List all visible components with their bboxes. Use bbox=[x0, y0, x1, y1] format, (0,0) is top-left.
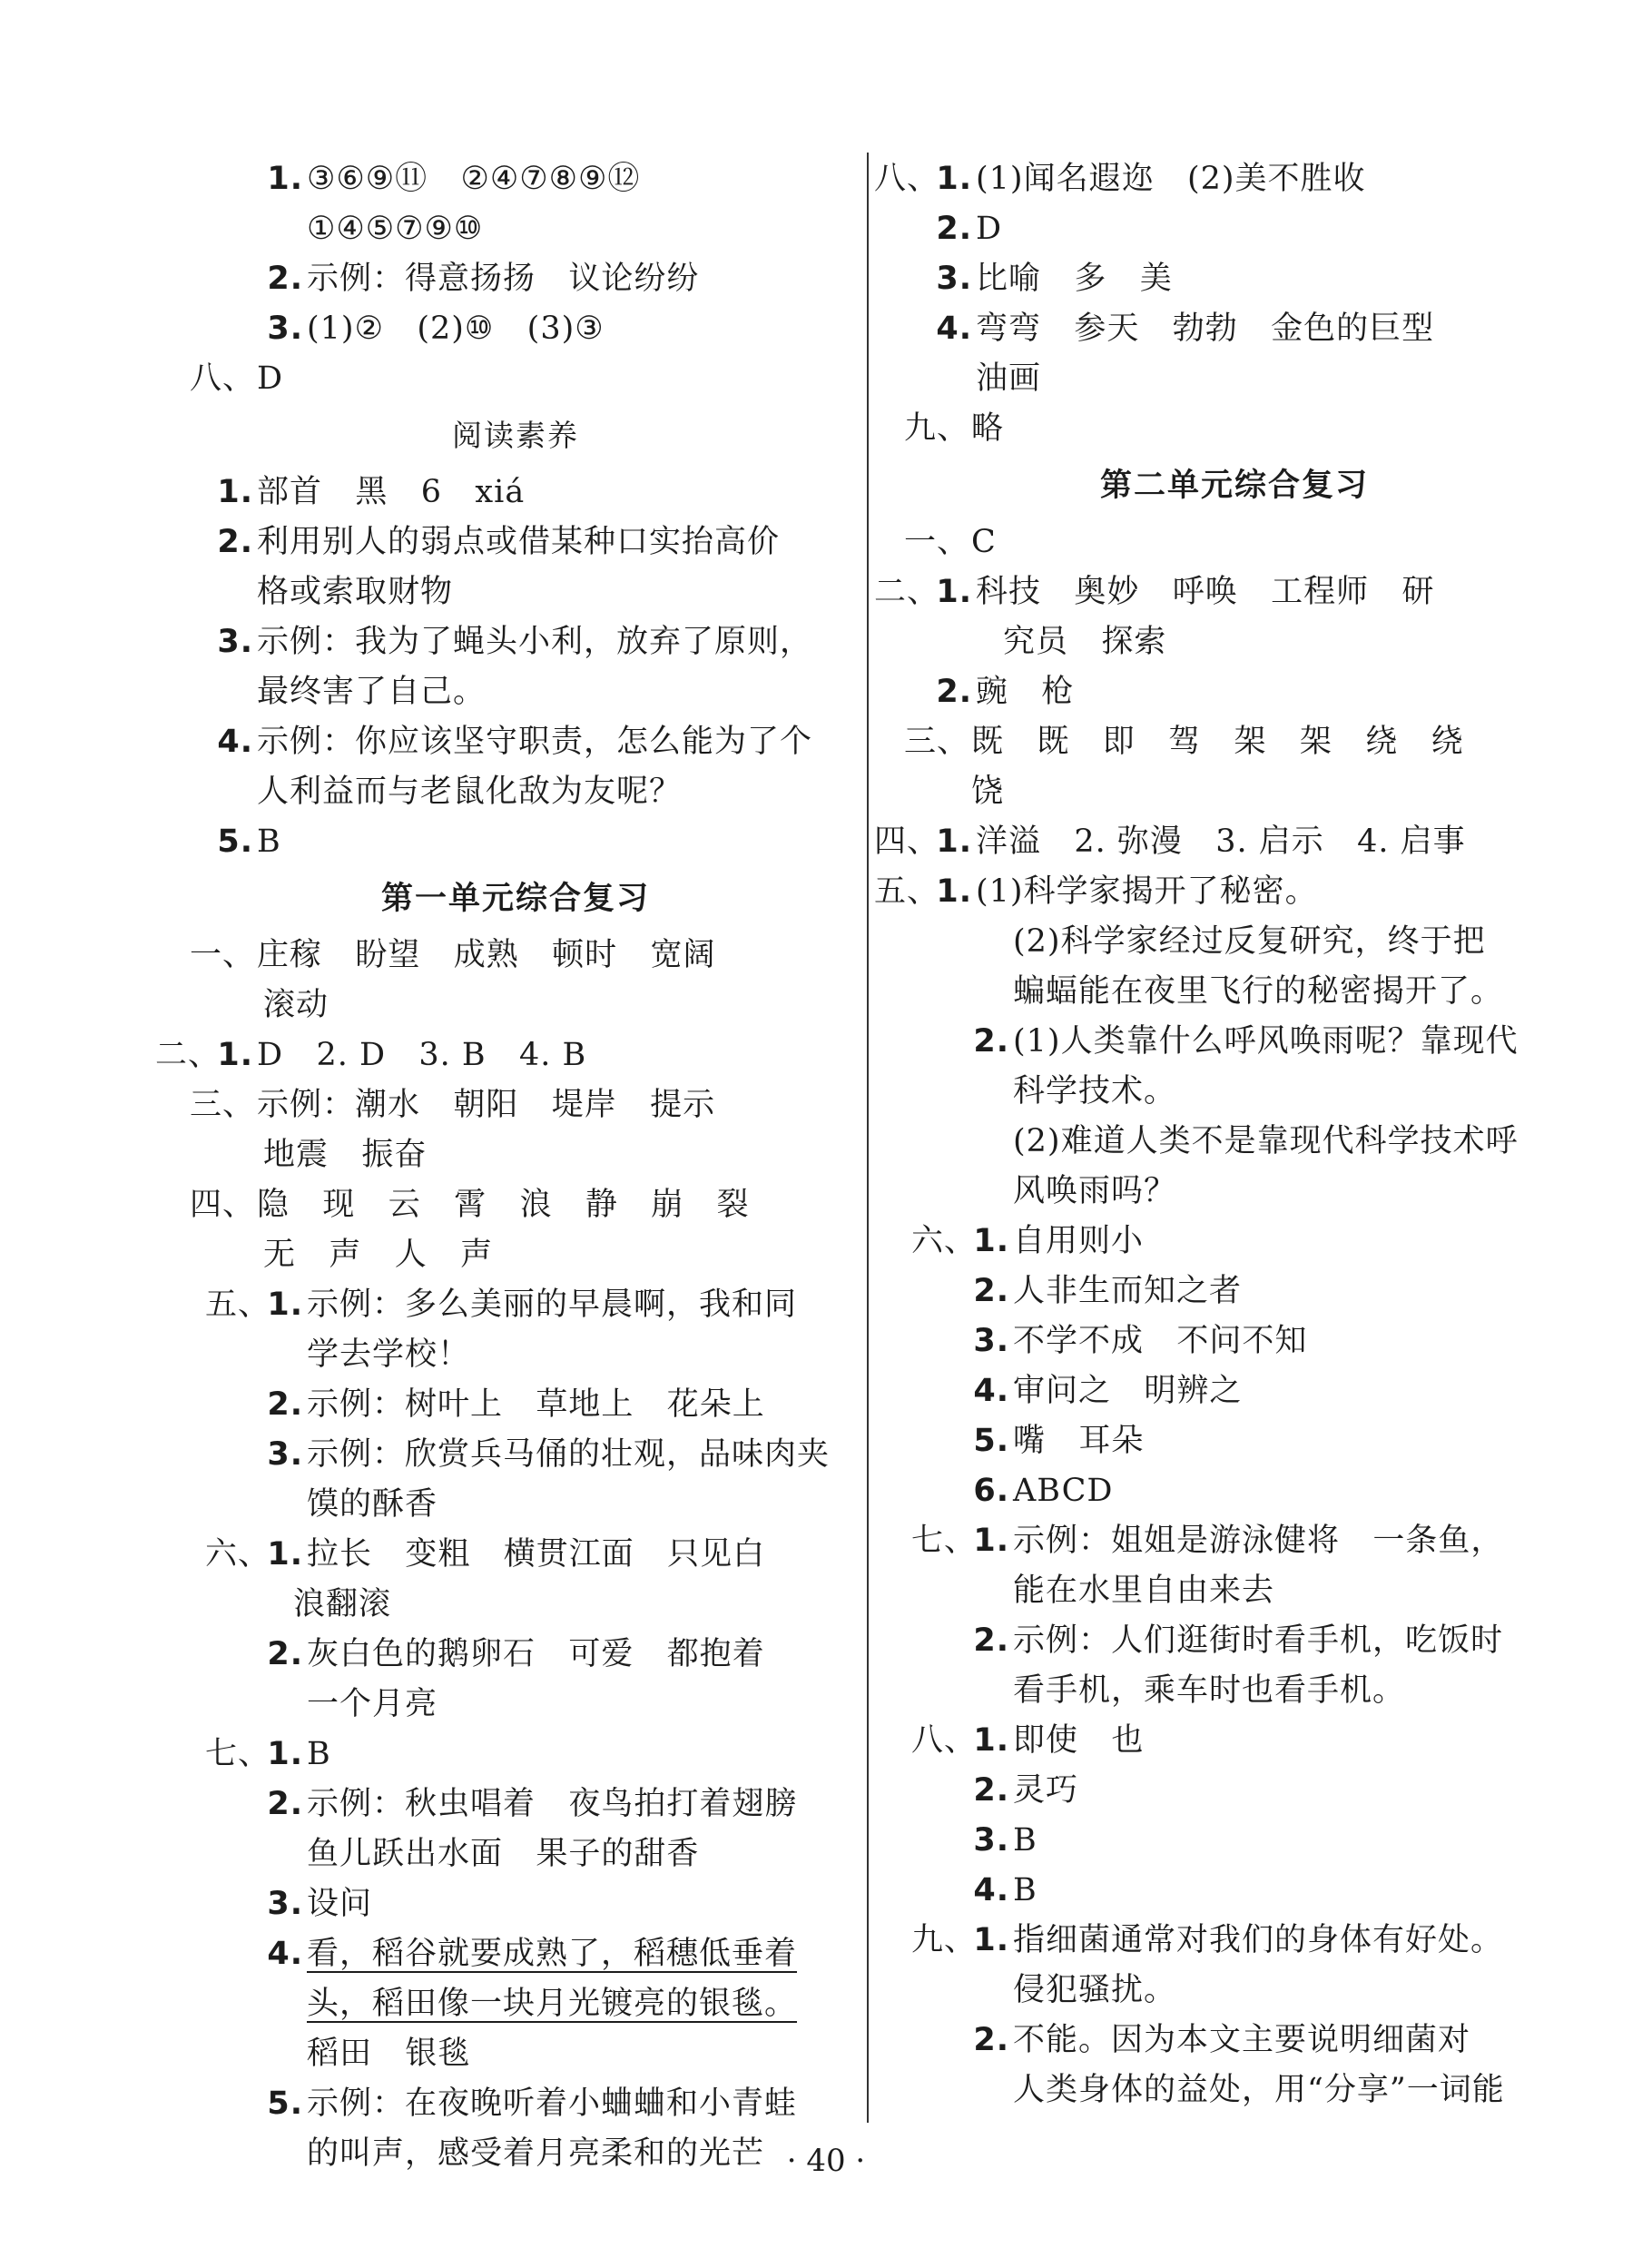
answer-line: 5. B bbox=[217, 823, 281, 860]
answer-line: 2. 示例：人们逛街时看手机，吃饭时 bbox=[973, 1622, 1504, 1659]
answer-line: (2)难道人类不是靠现代科学技术呼 bbox=[1013, 1123, 1519, 1159]
answer-line: 2. 示例：得意扬扬 议论纷纷 bbox=[267, 261, 700, 297]
answer-line: 一、 庄稼 盼望 成熟 顿时 宽阔 bbox=[189, 937, 716, 973]
answer-line: 3. (1)② (2)⑩ (3)③ bbox=[267, 311, 605, 347]
page-number: · 40 · bbox=[786, 2143, 866, 2179]
answer-line: 饶 bbox=[971, 774, 1005, 810]
section-heading-reading: 阅读素养 bbox=[452, 418, 579, 453]
answer-line: 4. 示例：你应该坚守职责，怎么能为了个 bbox=[217, 724, 813, 760]
answer-line: 三、 既 既 即 驾 架 架 绕 绕 bbox=[903, 724, 1464, 760]
answer-line-underlined: 头，稻田像一块月光镀亮的银毯。 bbox=[307, 1986, 798, 2022]
answer-line: 七、 1. 示例：姐姐是游泳健将 一条鱼， bbox=[910, 1523, 1504, 1559]
section-heading-unit-1: 第一单元综合复习 bbox=[380, 881, 650, 917]
answer-line: 八、 D bbox=[189, 360, 284, 397]
answer-line: 2. 利用别人的弱点或借某种口实抬高价 bbox=[217, 524, 781, 560]
answer-line: 六、 1. 自用则小 bbox=[910, 1223, 1145, 1259]
answer-line: 人利益而与老鼠化敌为友呢？ bbox=[257, 774, 683, 810]
answer-line: 九、 1. 指细菌通常对我们的身体有好处。 bbox=[910, 1922, 1504, 1958]
answer-line: 看手机，乘车时也看手机。 bbox=[1013, 1672, 1406, 1709]
answer-line: 2. 示例：树叶上 草地上 花朵上 bbox=[267, 1386, 765, 1423]
answer-line: 稻田 银毯 bbox=[307, 2036, 471, 2072]
answer-line: 3. 设问 bbox=[267, 1886, 373, 1922]
answer-line: 二、 1. D 2. D 3. B 4. B bbox=[154, 1037, 587, 1073]
left-column bbox=[154, 154, 833, 2179]
answer-line: 滚动 bbox=[263, 987, 329, 1023]
answer-line: 3. B bbox=[973, 1822, 1037, 1859]
answer-line: 鱼儿跃出水面 果子的甜香 bbox=[307, 1836, 700, 1872]
answer-line: 3. 不学不成 不问不知 bbox=[973, 1323, 1308, 1359]
answer-line: 4. 弯弯 参天 勃勃 金色的巨型 bbox=[936, 311, 1435, 347]
answer-line: 四、 1. 洋溢 2. 弥漫 3. 启示 4. 启事 bbox=[873, 823, 1466, 860]
answer-line: 2. 示例：秋虫唱着 夜鸟拍打着翅膀 bbox=[267, 1786, 798, 1822]
answer-line: 浪翻滚 bbox=[293, 1586, 392, 1622]
answer-line: (2)科学家经过反复研究，终于把 bbox=[1013, 923, 1486, 960]
answer-line: 油画 bbox=[976, 360, 1042, 397]
answer-line: 四、 隐 现 云 霄 浪 静 崩 裂 bbox=[189, 1187, 750, 1223]
answer-line: 3. 比喻 多 美 bbox=[936, 261, 1173, 297]
answer-line: 学去学校！ bbox=[307, 1336, 471, 1373]
answer-line: 二、 1. 科技 奥妙 呼唤 工程师 研 bbox=[873, 574, 1435, 610]
answer-line: 五、 1. 示例：多么美丽的早晨啊，我和同 bbox=[204, 1287, 798, 1323]
column-divider bbox=[867, 153, 869, 2123]
answer-line: 蝙蝠能在夜里飞行的秘密揭开了。 bbox=[1013, 973, 1504, 1010]
answer-line: 六、 1. 拉长 变粗 横贯江面 只见白 bbox=[204, 1536, 766, 1573]
answer-line: 最终害了自己。 bbox=[257, 674, 487, 710]
answer-line: 2. D bbox=[936, 211, 1003, 247]
answer-line: 2. 人非生而知之者 bbox=[973, 1273, 1243, 1309]
answer-line: 的叫声，感受着月亮柔和的光芒 bbox=[307, 2135, 765, 2172]
answer-line: 4. 审问之 明辨之 bbox=[973, 1373, 1243, 1409]
answer-line: 九、 略 bbox=[903, 410, 1005, 447]
answer-line: 能在水里自由来去 bbox=[1013, 1573, 1275, 1609]
answer-line: 七、 1. B bbox=[204, 1736, 331, 1772]
answer-line: 五、 1. (1)科学家揭开了秘密。 bbox=[873, 873, 1318, 910]
answer-line: 人类身体的益处，用“分享”一词能 bbox=[1013, 2072, 1505, 2108]
answer-line: 究员 探索 bbox=[1003, 624, 1167, 660]
answer-line: 三、 示例：潮水 朝阳 堤岸 提示 bbox=[189, 1087, 716, 1123]
answer-line: 3. 示例：我为了蝇头小利，放弃了原则， bbox=[217, 624, 813, 660]
answer-line: 馍的酥香 bbox=[307, 1486, 438, 1523]
answer-line: 1. 部首 黑 6 xiá bbox=[217, 474, 526, 510]
answer-line: 2. 豌 枪 bbox=[936, 674, 1075, 710]
answer-line: 2. 灰白色的鹅卵石 可爱 都抱着 bbox=[267, 1636, 765, 1672]
answer-line: 5. 嘴 耳朵 bbox=[973, 1423, 1145, 1459]
section-heading-unit-2: 第二单元综合复习 bbox=[1099, 468, 1369, 504]
answer-line: 科学技术。 bbox=[1013, 1073, 1177, 1109]
answer-line: 格或索取财物 bbox=[257, 574, 454, 610]
answer-line: 八、 1. (1)闻名遐迩 (2)美不胜收 bbox=[873, 161, 1366, 197]
answer-line: 风唤雨吗？ bbox=[1013, 1173, 1177, 1209]
answer-line: 5. 示例：在夜晚听着小蛐蛐和小青蛙 bbox=[267, 2085, 798, 2122]
answer-line: 2. (1)人类靠什么呼风唤雨呢？靠现代 bbox=[973, 1023, 1519, 1060]
answer-line: 无 声 人 声 bbox=[263, 1237, 494, 1273]
answer-line: 4. B bbox=[973, 1872, 1037, 1908]
answer-line: 一个月亮 bbox=[307, 1686, 438, 1722]
answer-line: 3. 示例：欣赏兵马俑的壮观，品味肉夹 bbox=[267, 1436, 831, 1473]
answer-line: 地震 振奋 bbox=[263, 1137, 428, 1173]
answer-line: 2. 不能。因为本文主要说明细菌对 bbox=[973, 2022, 1471, 2058]
answer-line: 1. ③⑥⑨⑪ ②④⑦⑧⑨⑫ bbox=[267, 161, 641, 197]
right-column bbox=[873, 154, 1552, 2115]
answer-line: ①④⑤⑦⑨⑩ bbox=[307, 211, 484, 247]
answer-line: 2. 灵巧 bbox=[973, 1772, 1079, 1809]
answer-line: 侵犯骚扰。 bbox=[1013, 1972, 1177, 2008]
answer-line-underlined: 4. 看，稻谷就要成熟了，稻穗低垂着 bbox=[267, 1936, 798, 1972]
answer-line: 一、 C bbox=[903, 524, 997, 560]
answer-line: 6. ABCD bbox=[973, 1473, 1114, 1509]
answer-line: 八、 1. 即使 也 bbox=[910, 1722, 1145, 1759]
